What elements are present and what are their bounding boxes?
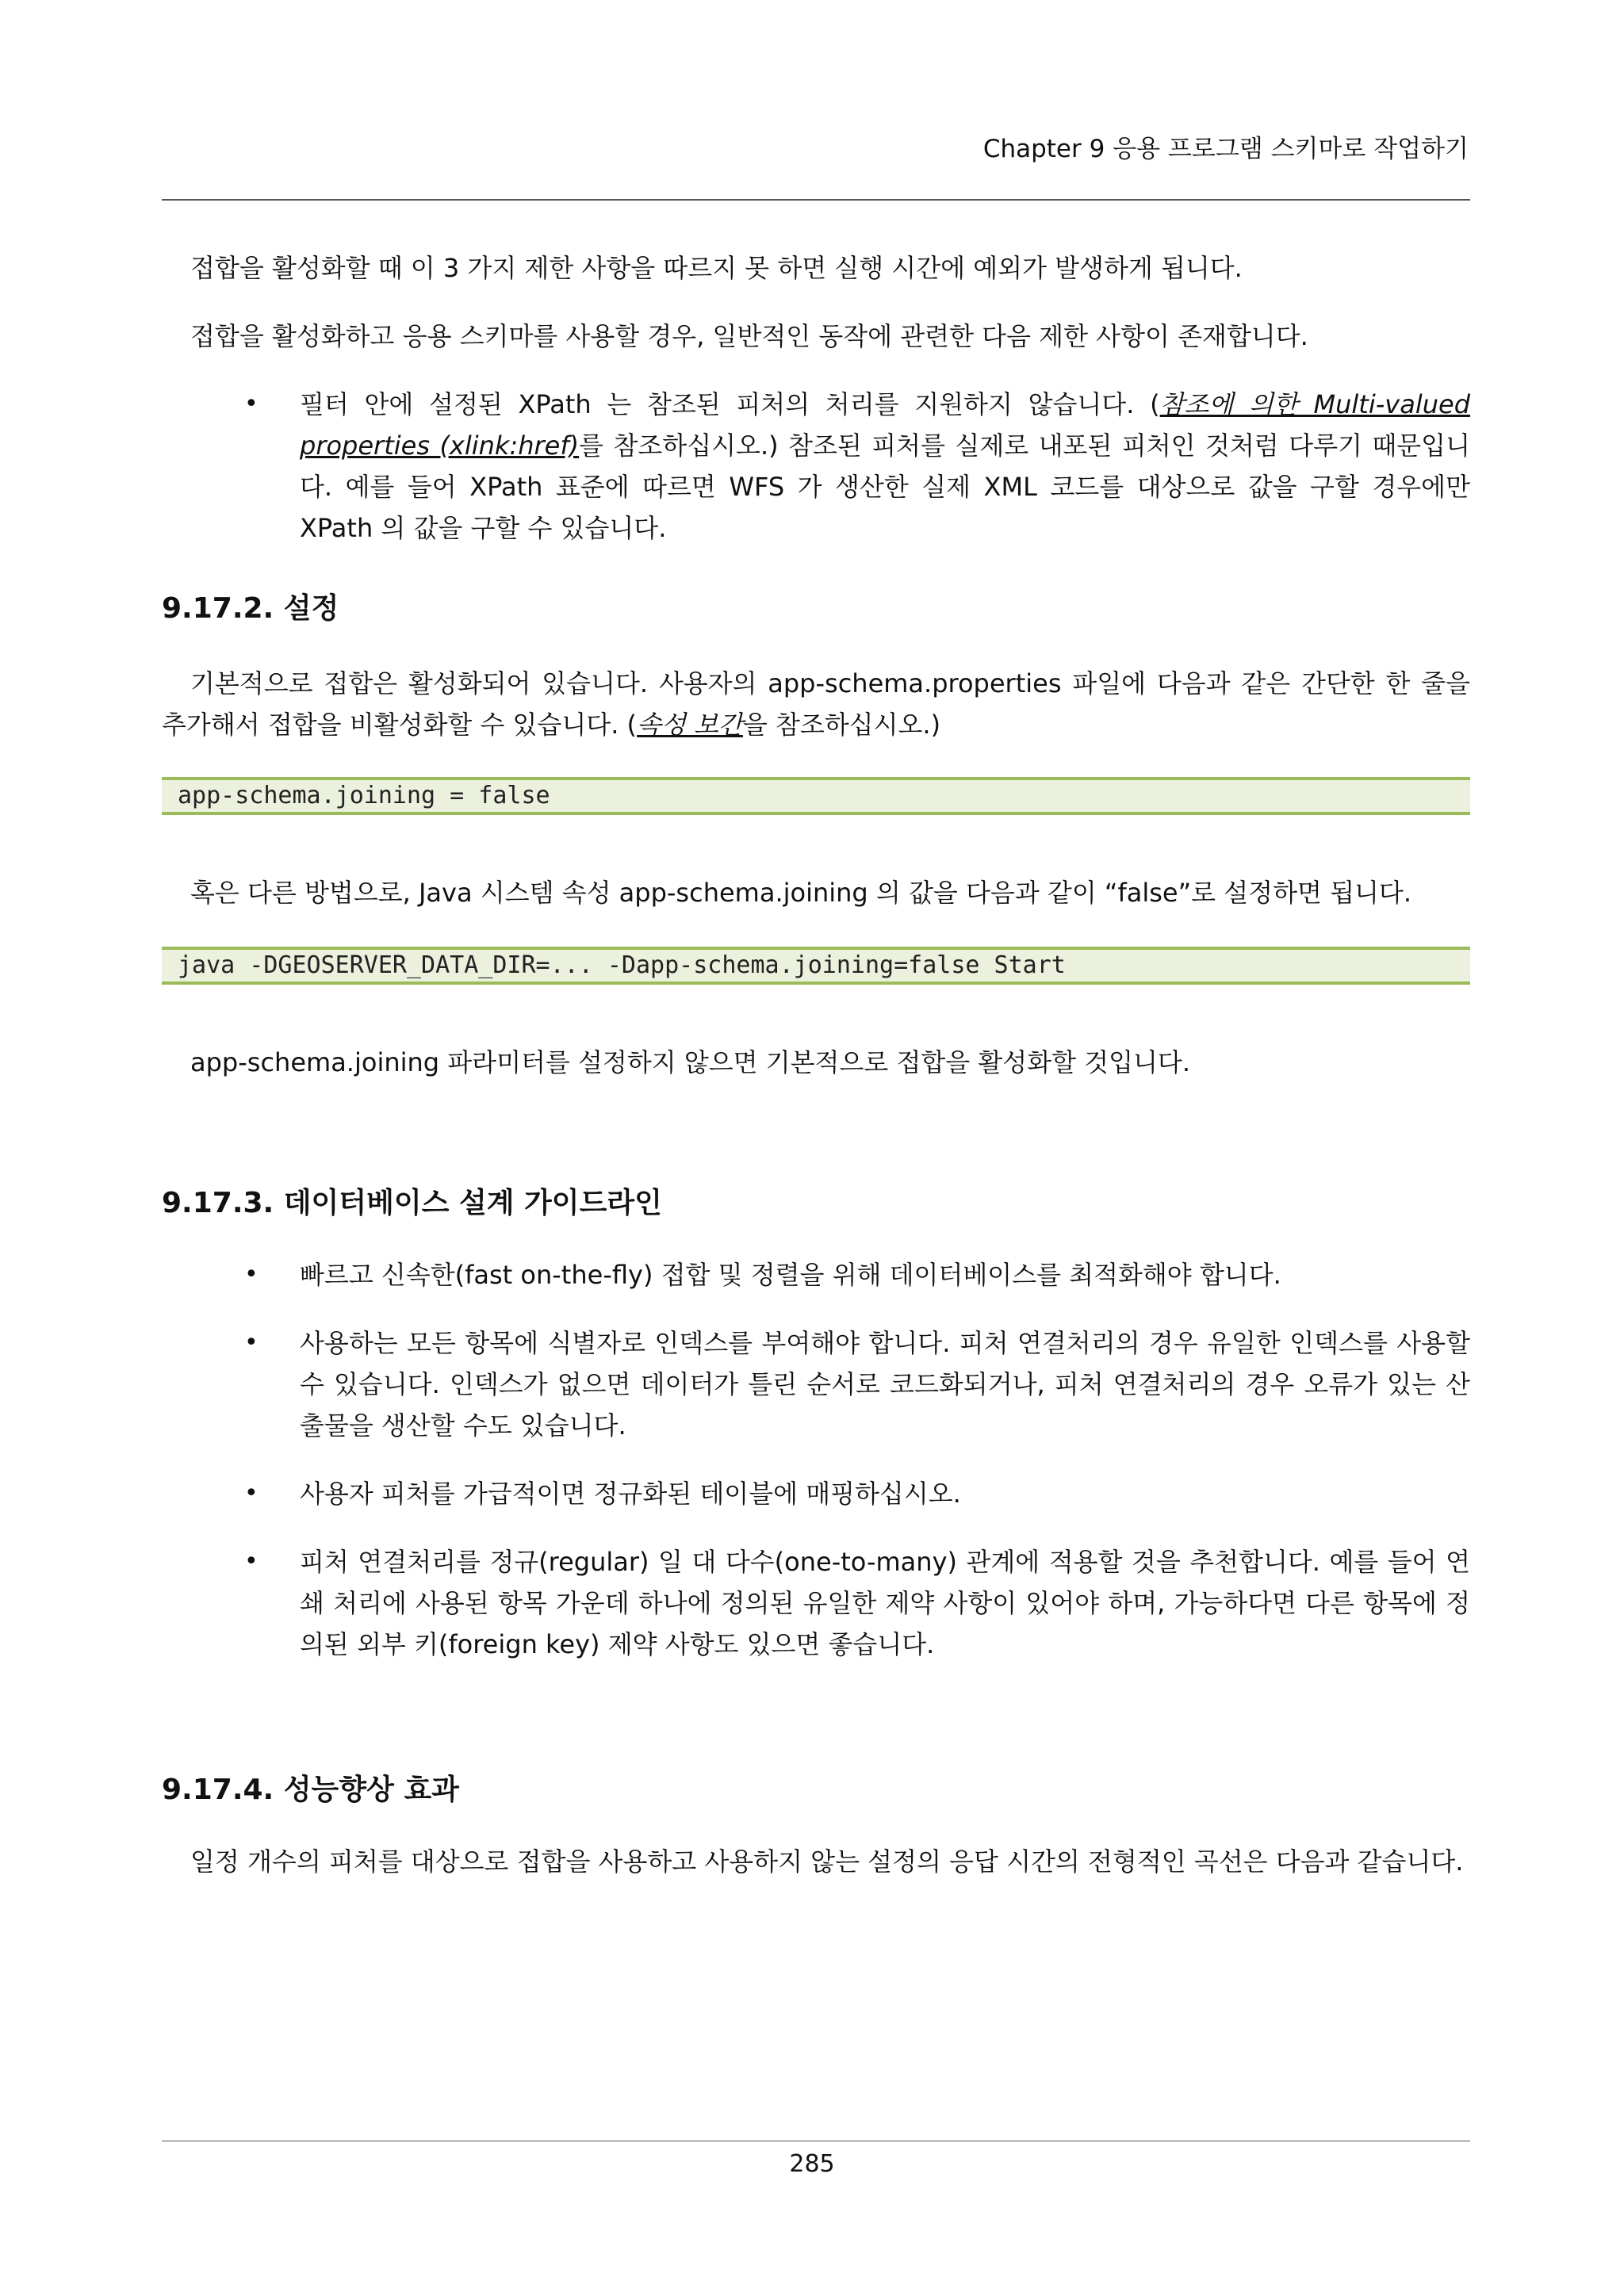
code-block-2 bbox=[162, 947, 1470, 985]
performance-paragraph: 일정 개수의 피처를 대상으로 접합을 사용하고 사용하지 않는 설정의 응답 시간의 전형적인 곡선은 다음과 같습니다. bbox=[190, 1846, 1464, 1877]
list-item: • 피처 연결처리를 정규(regular) 일 대 다수(one-to-many) 관계에 적용할 것을 추천합니다. 예를 들어 연쇄 처리에 사용된 항목 가운데 하나에 정의된 유일한 제약 사항이 있어야 하며, 가능하다면 다른 항목에 정의된 외부 키(foreign key) 제약 사항도 있으면 좋습니다. bbox=[162, 1541, 1470, 1665]
section-heading-db-guidelines: 9.17.3. 데이터베이스 설계 가이드라인 bbox=[162, 1187, 662, 1219]
list-item: • 빠르고 신속한(fast on-the-fly) 접합 및 정렬을 위해 데이터베이스를 최적화해야 합니다. bbox=[162, 1254, 1470, 1295]
intro-paragraph-1: 접합을 활성화할 때 이 3 가지 제한 사항을 따르지 못 하면 실행 시간에 예외가 발생하게 됩니다. bbox=[190, 253, 1243, 283]
code-line: app-schema.joining = false bbox=[178, 782, 550, 809]
restriction-list bbox=[162, 384, 1470, 549]
settings-paragraph-2: 혹은 다른 방법으로, Java 시스템 속성 app-schema.joining 의 값을 다음과 같이 “false”로 설정하면 됩니다. bbox=[190, 878, 1411, 908]
bullet-glyph: • bbox=[244, 1548, 259, 1575]
property-interpolation-link[interactable]: 속성 보간 bbox=[637, 710, 743, 740]
page-number: 285 bbox=[789, 2150, 835, 2178]
settings-paragraph-1: 기본적으로 접합은 활성화되어 있습니다. 사용자의 app-schema.properties 파일에 다음과 같은 간단한 한 줄을 추가해서 접합을 비활성화할 수 있습니다. (속성 보간을 참조하십시오.) bbox=[162, 668, 1470, 740]
section-heading-performance: 9.17.4. 성능향상 효과 bbox=[162, 1774, 459, 1806]
cross-reference-link[interactable]: 참조에 의한 Multi-valued properties (xlink:href) bbox=[300, 389, 1471, 461]
code-line: java -DGEOSERVER_DATA_DIR=... -Dapp-schema.joining=false Start bbox=[178, 951, 1066, 979]
list-item: • 사용하는 모든 항목에 식별자로 인덱스를 부여해야 합니다. 피처 연결처리의 경우 유일한 인덱스를 사용할 수 있습니다. 인덱스가 없으면 데이터가 틀린 순서로 코드화되거나, 피처 연결처리의 경우 오류가 있는 산출물을 생산할 수도 있습니다. bbox=[162, 1322, 1470, 1446]
guideline-list bbox=[162, 1254, 1470, 1665]
settings-paragraph-3: app-schema.joining 파라미터를 설정하지 않으면 기본적으로 접합을 활성화할 것입니다. bbox=[190, 1047, 1191, 1077]
list-item: • 사용자 피처를 가급적이면 정규화된 테이블에 매핑하십시오. bbox=[162, 1473, 1470, 1514]
bullet-glyph: • bbox=[244, 1261, 259, 1288]
header-rule bbox=[162, 199, 1470, 201]
bullet-glyph: • bbox=[244, 390, 259, 418]
running-header: Chapter 9 응용 프로그램 스키마로 작업하기 bbox=[982, 135, 1469, 163]
code-block-1 bbox=[162, 777, 1470, 815]
intro-paragraph-2: 접합을 활성화하고 응용 스키마를 사용할 경우, 일반적인 동작에 관련한 다음 제한 사항이 존재합니다. bbox=[190, 321, 1308, 351]
bullet-glyph: • bbox=[244, 1479, 259, 1507]
bullet-glyph: • bbox=[244, 1329, 259, 1357]
list-item: • 필터 안에 설정된 XPath 는 참조된 피처의 처리를 지원하지 않습니다. (참조에 의한 Multi-valued properties (xlink:href)를 참조하십시오.) 참조된 피처를 실제로 내포된 피처인 것처럼 다루기 때문입니다. 예를 들어 XPath 표준에 따르면 WFS 가 생산한 실제 XML 코드를 대상으로 값을 구할 경우에만 XPath 의 값을 구할 수 있습니다. bbox=[162, 384, 1470, 549]
section-heading-settings: 9.17.2. 설정 bbox=[162, 592, 339, 625]
